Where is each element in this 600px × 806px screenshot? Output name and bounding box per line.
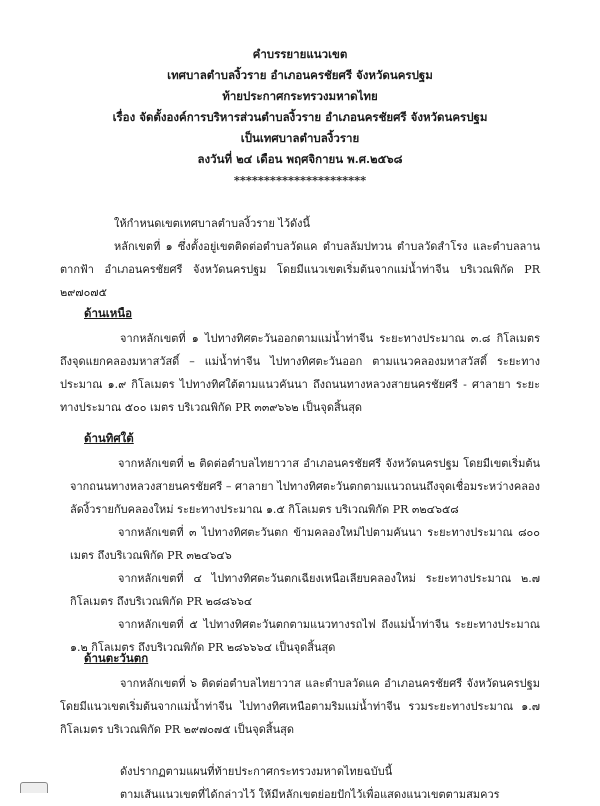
header-subject-cont: เป็นเทศบาลตำบลงิ้วราย	[240, 131, 360, 145]
page-corner-mark	[20, 782, 48, 793]
header-announcement: ท้ายประกาศกระทรวงมหาดไทย	[222, 89, 378, 103]
header-separator: **********************	[233, 173, 367, 187]
closing-paragraph-1: ดังปรากฏตามแผนที่ท้ายประกาศกระทรวงมหาดไทยฉบับนี้	[120, 765, 393, 778]
south-paragraph-2: จากหลักเขตที่ ๓ ไปทางทิศตะวันตก ข้ามคลองใหม่ไปตามคันนา ระยะทางประมาณ ๘๐๐ เมตร ถึงบริเวณพิกัด PR ๓๒๔๖๔๖	[70, 526, 540, 562]
north-paragraph-1: จากหลักเขตที่ ๑ ไปทางทิศตะวันออกตามแม่น้ำท่าจีน ระยะทางประมาณ ๓.๘ กิโลเมตร ถึงจุดแยกคลองมหาสวัสดิ์ – แม่น้ำท่าจีน ไปทางทิศตะวันออก ตามแนวคลองมหาสวัสดิ์ ระยะทางประมาณ ๑.๙ กิโลเมตร ไปทางทิศใต้ตามแนวคันนา ถึงถนนทางหลวงสายนครชัยศรี - ศาลายา ระยะทางประมาณ ๕๐๐ เมตร บริเวณพิกัด PR ๓๓๙๖๖๒ เป็นจุดสิ้นสุด	[60, 332, 540, 414]
closing-section	[120, 760, 540, 806]
west-section	[60, 672, 540, 741]
intro-section	[60, 212, 540, 304]
south-paragraph-4: จากหลักเขตที่ ๕ ไปทางทิศตะวันตกตามแนวทางรถไฟ ถึงแม่น้ำท่าจีน ระยะทางประมาณ ๑.๒ กิโลเมตร ถึงบริเวณพิกัด PR ๒๘๖๖๖๔ เป็นจุดสิ้นสุด	[70, 618, 540, 654]
closing-paragraph-2: ตามเส้นแนวเขตที่ได้กล่าวไว้ ให้มีหลักเขตย่อยปักไว้เพื่อแสดงแนวเขตตามสมควร	[120, 788, 500, 801]
header-municipality: เทศบาลตำบลงิ้วราย อำเภอนครชัยศรี จังหวัดนครปฐม	[167, 68, 433, 82]
north-section	[60, 327, 540, 419]
document-header	[40, 44, 560, 191]
west-paragraph-1: จากหลักเขตที่ ๖ ติดต่อตำบลไทยาวาส และตำบลวัดแค อำเภอนครชัยศรี จังหวัดนครปฐม โดยมีแนวเขตเริ่มต้นจากแม่น้ำท่าจีน ไปทางทิศเหนือตามริมแม่น้ำท่าจีน รวมระยะทางประมาณ ๑.๗ กิโลเมตร บริเวณพิกัด PR ๒๙๗๐๗๕ เป็นจุดสิ้นสุด	[60, 677, 540, 736]
intro-paragraph-2: หลักเขตที่ ๑ ซึ่งตั้งอยู่เขตติดต่อตำบลวัดแค ตำบลลัมปทวน ตำบลวัดสำโรง และตำบลลานตากฟ้า อำเภอนครชัยศรี จังหวัดนครปฐม โดยมีแนวเขตเริ่มต้นจากแม่น้ำท่าจีน บริเวณพิกัด PR ๒๙๗๐๗๕	[60, 240, 540, 299]
intro-paragraph-1: ให้กำหนดเขตเทศบาลตำบลงิ้วราย ไว้ดังนี้	[114, 217, 311, 230]
header-subject: เรื่อง จัดตั้งองค์การบริหารส่วนตำบลงิ้วราย อำเภอนครชัยศรี จังหวัดนครปฐม	[112, 110, 488, 124]
section-title-south: ด้านทิศใต้	[84, 431, 134, 445]
south-paragraph-1: จากหลักเขตที่ ๒ ติดต่อตำบลไทยาวาส อำเภอนครชัยศรี จังหวัดนครปฐม โดยมีเขตเริ่มต้นจากถนนทางหลวงสายนครชัยศรี – ศาลายา ไปทางทิศตะวันตกตามแนวถนนถึงจุดเชื่อมระหว่างคลองลัดงิ้วรายกับคลองใหม่ ระยะทางประมาณ ๑.๕ กิโลเมตร บริเวณพิกัด PR ๓๒๔๖๕๘	[70, 457, 540, 516]
south-paragraph-3: จากหลักเขตที่ ๔ ไปทางทิศตะวันตกเฉียงเหนือเลียบคลองใหม่ ระยะทางประมาณ ๒.๗ กิโลเมตร ถึงบริเวณพิกัด PR ๒๘๘๖๖๔	[70, 572, 540, 608]
section-title-north: ด้านเหนือ	[84, 306, 133, 320]
header-title: คำบรรยายแนวเขต	[252, 47, 348, 61]
south-section	[70, 452, 540, 659]
header-date: ลงวันที่ ๒๔ เดือน พฤศจิกายน พ.ศ.๒๕๖๘	[197, 152, 403, 166]
section-title-west: ด้านตะวันตก	[84, 651, 149, 665]
